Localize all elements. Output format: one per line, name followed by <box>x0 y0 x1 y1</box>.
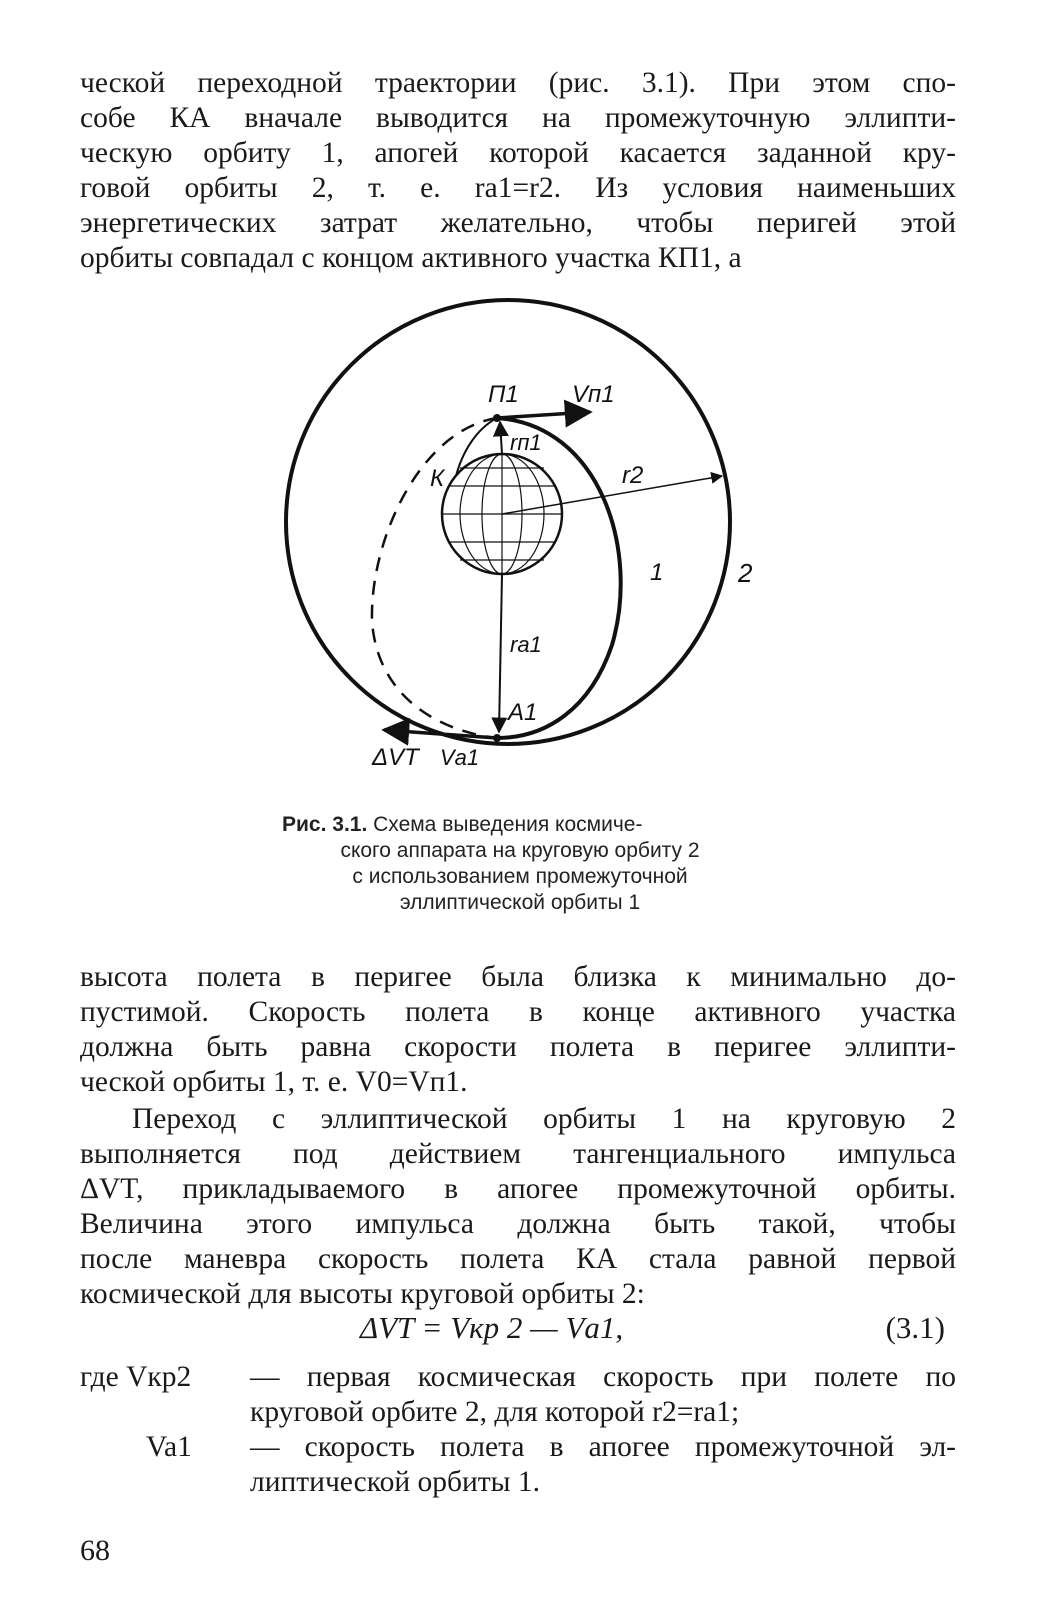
label-orbit-2: 2 <box>738 558 753 588</box>
label-r-perigee: rп1 <box>510 430 542 455</box>
label-r-apogee: rа1 <box>510 632 542 657</box>
text-line: должна быть равна скорости полета в перигее эллипти- <box>80 1031 956 1063</box>
text-line: космической для высоты круговой орбиты 2: <box>80 1278 645 1310</box>
text-line: пустимой. Скорость полета в конце активного участка <box>80 996 956 1028</box>
paragraph-top <box>80 66 956 276</box>
label-orbit-1: 1 <box>650 559 664 586</box>
definition-term: Va1 <box>146 1431 192 1463</box>
radius-perigee <box>500 422 502 454</box>
definition-row <box>80 1360 956 1430</box>
figure-caption <box>270 812 770 916</box>
radius-apogee <box>499 574 502 732</box>
velocity-perigee-arrow <box>497 412 590 418</box>
definition-term: где Vкр2 <box>80 1361 192 1393</box>
formula: ΔVT = Vкр 2 — Vа1, <box>360 1310 624 1345</box>
label-r2: r2 <box>622 462 644 489</box>
caption-line: эллиптической орбиты 1 <box>399 891 641 914</box>
label-apogee: А1 <box>508 699 538 726</box>
definitions <box>80 1360 956 1500</box>
orbit-diagram <box>0 290 1040 790</box>
definition-line: — первая космическая скорость при полете по <box>250 1361 956 1393</box>
text-line: собе КА вначале выводится на промежуточную эллипти- <box>80 102 956 134</box>
definition-text <box>250 1360 956 1430</box>
text-line: ческой орбиты 1, т. е. V0=Vп1. <box>80 1066 468 1098</box>
text-line: ческой переходной траектории (рис. 3.1). При этом спо- <box>80 67 956 99</box>
perigee-point <box>493 414 501 422</box>
text-line: высота полета в перигее была близка к минимально до- <box>80 961 956 993</box>
text-line: ΔVT, прикладываемого в апогее промежуточной орбиты. <box>80 1173 956 1205</box>
label-k: К <box>430 465 445 492</box>
text-line: Переход с эллиптической орбиты 1 на круговую 2 <box>132 1103 956 1135</box>
paragraph-mid <box>80 960 956 1100</box>
definition-line: круговой орбите 2, для которой r2=rа1; <box>250 1396 740 1428</box>
page-number: 68 <box>80 1534 110 1567</box>
definition-row <box>80 1430 956 1500</box>
text-line: после маневра скорость полета КА стала равной первой <box>80 1243 956 1275</box>
definition-text <box>250 1430 956 1500</box>
caption-line: с использованием промежуточной <box>352 865 688 888</box>
label-v-apogee: Vа1 <box>440 745 480 770</box>
text-line: выполняется под действием тангенциального импульса <box>80 1138 956 1170</box>
label-delta-v: ΔVT <box>372 744 419 771</box>
velocity-apogee-arrow <box>384 730 497 738</box>
definition-line: — скорость полета в апогее промежуточной эл- <box>250 1431 956 1463</box>
text-line: ческую орбиту 1, апогей которой касается заданной кру- <box>80 137 956 169</box>
caption-text: Схема выведения космиче- <box>373 813 643 836</box>
caption-line <box>270 812 770 838</box>
label-v-perigee: Vп1 <box>572 381 615 408</box>
paragraph-transition <box>80 1102 956 1312</box>
text-line: говой орбиты 2, т. е. rа1=r2. Из условия наименьших <box>80 172 956 204</box>
formula-number: (3.1) <box>885 1310 945 1345</box>
definition-line: липтической орбиты 1. <box>250 1466 540 1498</box>
apogee-point <box>493 734 501 742</box>
caption-line: ского аппарата на круговую орбиту 2 <box>340 839 700 862</box>
text-line: энергетических затрат желательно, чтобы перигей этой <box>80 207 956 239</box>
text-line: Величина этого импульса должна быть такой, чтобы <box>80 1208 956 1240</box>
caption-label: Рис. 3.1. <box>282 813 368 836</box>
label-perigee: П1 <box>488 381 519 408</box>
text-line: орбиты совпадал с концом активного участка КП1, а <box>80 242 742 274</box>
